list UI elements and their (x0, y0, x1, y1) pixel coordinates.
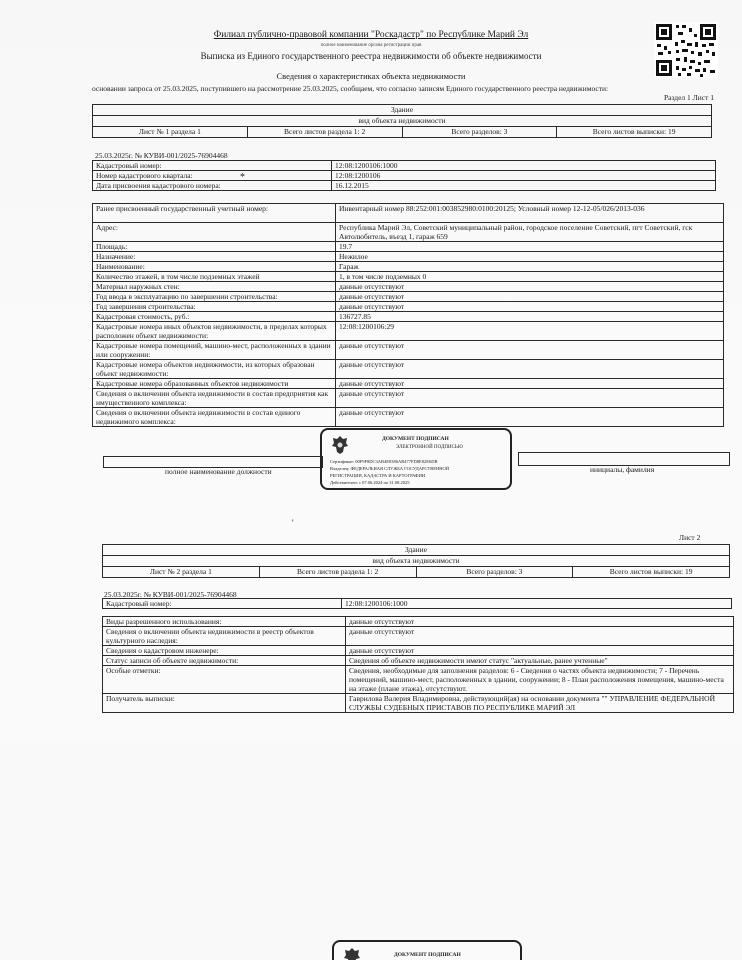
stamp-title: ДОКУМЕНТ ПОДПИСАН (394, 952, 461, 958)
row-value: 136727.85 (336, 312, 724, 322)
row-label: Сведения о включении объекта недвижимости в состав единого недвижимого комплекса: (93, 408, 336, 427)
table-row (93, 272, 724, 282)
table-row (103, 627, 734, 646)
table-row (103, 666, 734, 694)
row-value: 16.12.2015 (332, 181, 716, 191)
request-basis-text: основании запроса от 25.03.2025, поступившего на рассмотрение 25.03.2025, сообщаем, что согласно записям Единого государственного реестра недвижимости: (92, 84, 609, 93)
table-row (103, 646, 734, 656)
table-row (93, 322, 724, 341)
table-row (93, 282, 724, 292)
row-label: Кадастровые номера помещений, машино-мест, расположенных в здании или сооружении: (93, 341, 336, 360)
document-title: Выписка из Единого государственного реестра недвижимости об объекте недвижимости (200, 51, 542, 61)
row-label: Материал наружных стен: (93, 282, 336, 292)
organization-name: Филиал публично-правовой компании "Роскадастр" по Республике Марий Эл (213, 30, 529, 40)
row-label: Кадастровые номера объектов недвижимости, из которых образован объект недвижимости: (93, 360, 336, 379)
row-value: 12:08:1200106:1000 (332, 161, 716, 171)
stamp-subtitle: ЭЛЕКТРОННОЙ ПОДПИСЬЮ (396, 445, 463, 450)
stamp-line: Владелец: ФЕДЕРАЛЬНАЯ СЛУЖБА ГОСУДАРСТВЕННОЙ (330, 466, 450, 471)
row-label: Год ввода в эксплуатацию по завершении строительства: (93, 292, 336, 302)
row-label: Кадастровый номер: (103, 599, 342, 609)
table-row (93, 389, 724, 408)
row-label: Кадастровые номера образованных объектов недвижимости (93, 379, 336, 389)
row-label: Площадь: (93, 242, 336, 252)
total-sheets: Всего листов выписки: 19 (557, 127, 712, 138)
row-label: Кадастровые номера иных объектов недвижимости, в пределах которых расположен объект недвижимости: (93, 322, 336, 341)
total-sheets: Всего листов выписки: 19 (573, 567, 730, 578)
row-label: Наименование: (93, 262, 336, 272)
sheet2-table (102, 616, 734, 713)
name-caption: инициалы, фамилия (590, 465, 655, 474)
row-value: Сведения об объекте недвижимости имеют статус "актуальные, ранее учтенные" (346, 656, 734, 666)
row-value: Гаврилова Валерия Владимировна, действующий(ая) на основании документа "" УПРАВЛЕНИЕ ФЕДЕРАЛЬНОЙ СЛУЖБЫ СУДЕБНЫХ ПРИСТАВОВ ПО РЕСПУБЛИКЕ МАРИЙ ЭЛ (346, 694, 734, 713)
table-row (103, 656, 734, 666)
row-label: Дата присвоения кадастрового номера: (93, 181, 332, 191)
signature-stamp (320, 428, 512, 490)
table-row (93, 204, 724, 223)
table-row (93, 302, 724, 312)
scan-mark: ' (292, 518, 294, 528)
row-label: Адрес: (93, 223, 336, 242)
row-value: данные отсутствуют (336, 302, 724, 312)
row-value: Нежилое (336, 252, 724, 262)
row-value: данные отсутствуют (346, 617, 734, 627)
table-row (103, 617, 734, 627)
stamp-line: Действителен: с 07.06.2024 по 31.08.2025 (330, 480, 410, 485)
table-row (93, 242, 724, 252)
row-label: Виды разрешенного использования: (103, 617, 346, 627)
sheet2-mark: Лист 2 (679, 533, 701, 542)
object-type: Здание (93, 105, 712, 116)
table-row (93, 341, 724, 360)
table-row (103, 694, 734, 713)
table-row (93, 252, 724, 262)
row-value: 12:08:1200106:1000 (342, 599, 732, 609)
table-row (93, 379, 724, 389)
row-value: 12:08:1200106 (332, 171, 716, 181)
row-label: Сведения о включении объекта недвижимости в состав предприятия как имущественного комплекса: (93, 389, 336, 408)
table-row (93, 408, 724, 427)
table-row (93, 181, 716, 191)
row-value: данные отсутствуют (336, 408, 724, 427)
registration-number: 25.03.2025г. № КУВИ-001/2025-76904468 (95, 151, 228, 160)
stamp-line: РЕГИСТРАЦИИ, КАДАСТРА И КАРТОГРАФИИ (330, 473, 426, 478)
row-value: данные отсутствуют (346, 646, 734, 656)
row-label: Ранее присвоенный государственный учетный номер: (93, 204, 336, 223)
sheet-label: Лист № 1 раздела 1 (93, 127, 248, 138)
row-value: 19.7 (336, 242, 724, 252)
info-title: Сведения о характеристиках объекта недвижимости (276, 71, 466, 81)
row-value: данные отсутствуют (336, 389, 724, 408)
stamp-title: ДОКУМЕНТ ПОДПИСАН (382, 436, 449, 442)
table-row (93, 223, 724, 242)
coat-of-arms-icon (342, 946, 362, 960)
table-row (93, 262, 724, 272)
row-value: данные отсутствуют (336, 341, 724, 360)
characteristics-table (92, 203, 724, 427)
organization-caption: полное наименование органа регистрации прав (320, 43, 422, 48)
signature-stamp-2 (332, 940, 522, 960)
row-label: Статус записи об объекте недвижимости: (103, 656, 346, 666)
table-row (93, 161, 716, 171)
row-label: Кадастровый номер: (93, 161, 332, 171)
sheet2-header-table (102, 544, 730, 578)
row-value: данные отсутствуют (336, 360, 724, 379)
object-type: Здание (103, 545, 730, 556)
row-value: данные отсутствуют (346, 627, 734, 646)
row-value: 1, в том числе подземных 0 (336, 272, 724, 282)
total-sheets-section: Всего листов раздела 1: 2 (259, 567, 416, 578)
row-value: данные отсутствуют (336, 282, 724, 292)
registration-number: 25.03.2025г. № КУВИ-001/2025-76904468 (104, 590, 237, 599)
row-label: Назначение: (93, 252, 336, 262)
row-value: Инвентарный номер 88:252:001:003852980:0100:20125; Условный номер 12-12-05/026/2013-036 (336, 204, 724, 223)
row-label: Номер кадастрового квартала: (93, 171, 332, 181)
row-label: Кадастровая стоимость, руб.: (93, 312, 336, 322)
row-value: данные отсутствуют (336, 292, 724, 302)
sheet2-cadastral-table (102, 598, 732, 609)
object-type-caption: вид объекта недвижимости (103, 556, 730, 567)
row-value: данные отсутствуют (336, 379, 724, 389)
table-row (93, 171, 716, 181)
total-sheets-section: Всего листов раздела 1: 2 (247, 127, 402, 138)
row-label: Получатель выписки: (103, 694, 346, 713)
row-label: Особые отметки: (103, 666, 346, 694)
cadastral-table (92, 160, 716, 191)
row-value: Сведения, необходимые для заполнения разделов: 6 - Сведения о частях объекта недвижимости; 7 - Перечень помещений, машино-мест, расположенных в здании, сооружении; 8 - План расположения помещения, машино-места на этаже (плане этажа), отсутствуют. (346, 666, 734, 694)
name-box (518, 452, 730, 466)
row-value: Гараж (336, 262, 724, 272)
row-value: Республика Марий Эл, Советский муниципальный район, городское поселение Советский, пгт Советский, гск Автолюбитель, въезд 1, гараж 659 (336, 223, 724, 242)
row-label: Год завершения строительства: (93, 302, 336, 312)
object-type-caption: вид объекта недвижимости (93, 116, 712, 127)
row-value: 12:08:1200106:29 (336, 322, 724, 341)
sheet1-header-table (92, 104, 712, 138)
table-row (93, 292, 724, 302)
table-row (93, 312, 724, 322)
position-caption: полное наименование должности (165, 467, 272, 476)
table-row (93, 360, 724, 379)
row-label: Количество этажей, в том числе подземных этажей (93, 272, 336, 282)
stamp-line: Сертификат: 00F9F8DC3AB4E8386AB477FD8E82E6DB (330, 459, 438, 464)
row-label: Сведения о включении объекта недвижимости в реестр объектов культурного наследия: (103, 627, 346, 646)
row-label: Сведения о кадастровом инженере: (103, 646, 346, 656)
total-sections: Всего разделов: 3 (416, 567, 573, 578)
section-label: Раздел 1 Лист 1 (663, 93, 714, 102)
total-sections: Всего разделов: 3 (402, 127, 557, 138)
coat-of-arms-icon (330, 434, 350, 456)
scan-mark: * (240, 172, 245, 183)
sheet-label: Лист № 2 раздела 1 (103, 567, 260, 578)
